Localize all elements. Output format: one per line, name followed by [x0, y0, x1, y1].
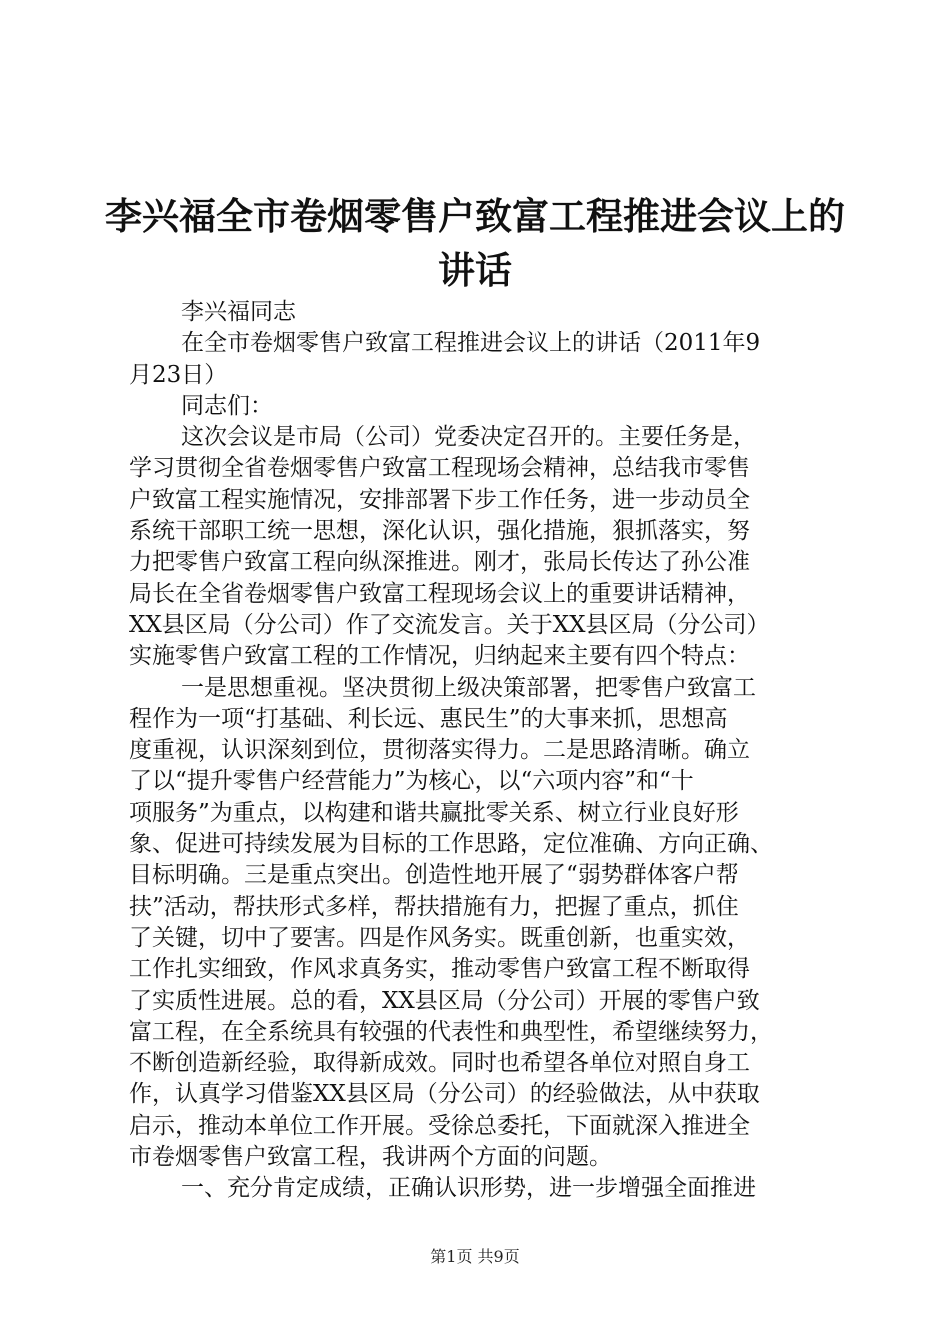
body-text-line: 度重视，认识深刻到位，贯彻落实得力。二是思路清晰。确立: [129, 737, 750, 764]
body-text-line: 力把零售户致富工程向纵深推进。刚才，张局长传达了孙公准: [129, 549, 750, 576]
body-text-line: 了实质性进展。总的看，XX县区局（分公司）开展的零售户致: [129, 987, 760, 1014]
body-text-line: 一、充分肯定成绩，正确认识形势，进一步增强全面推进: [181, 1175, 756, 1202]
body-text-line: 月23日）: [129, 361, 228, 388]
body-text-line: 目标明确。三是重点突出。创造性地开展了“弱势群体客户帮: [129, 862, 739, 889]
body-text-line: 学习贯彻全省卷烟零售户致富工程现场会精神，总结我市零售: [129, 455, 750, 482]
body-text-line: 李兴福同志: [181, 299, 296, 325]
body-text-line: 了关键，切中了要害。四是作风务实。既重创新，也重实效，: [129, 924, 750, 951]
document-title-line-1: 李兴福全市卷烟零售户致富工程推进会议上的: [105, 194, 845, 238]
body-text-line: 了以“提升零售户经营能力”为核心，以“六项内容”和“十: [129, 768, 694, 795]
body-text-line: 同志们：: [181, 392, 273, 419]
document-body: [129, 297, 829, 1205]
body-text-line: 象、促进可持续发展为目标的工作思路，定位准确、方向正确、: [129, 831, 773, 858]
body-text-line: 局长在全省卷烟零售户致富工程现场会议上的重要讲话精神，: [129, 580, 750, 607]
body-text-line: XX县区局（分公司）作了交流发言。关于XX县区局（分公司）: [129, 611, 770, 638]
document-title-line-2: 讲话: [438, 248, 512, 292]
body-text-line: 工作扎实细致，作风求真务实，推动零售户致富工程不断取得: [129, 956, 750, 983]
body-text-line: 不断创造新经验，取得新成效。同时也希望各单位对照自身工: [129, 1050, 750, 1077]
page-footer: 第1页 共9页: [430, 1247, 520, 1266]
body-text-line: 市卷烟零售户致富工程，我讲两个方面的问题。: [129, 1144, 612, 1171]
body-text-line: 启示，推动本单位工作开展。受徐总委托，下面就深入推进全: [129, 1112, 750, 1139]
body-text-line: 项服务”为重点，以构建和谐共赢批零关系、树立行业良好形: [129, 799, 739, 826]
body-text-line: 一是思想重视。坚决贯彻上级决策部署，把零售户致富工: [181, 674, 756, 701]
body-text-line: 户致富工程实施情况，安排部署下步工作任务，进一步动员全: [129, 486, 750, 513]
body-text-line: 系统干部职工统一思想，深化认识，强化措施，狠抓落实，努: [129, 518, 750, 545]
body-text-line: 富工程，在全系统具有较强的代表性和典型性，希望继续努力，: [129, 1018, 773, 1045]
body-text-line: 扶”活动，帮扶形式多样，帮扶措施有力，把握了重点，抓住: [129, 893, 739, 920]
body-text-line: 实施零售户致富工程的工作情况，归纳起来主要有四个特点：: [129, 643, 750, 670]
body-text-line: 程作为一项“打基础、利长远、惠民生”的大事来抓，思想高: [129, 705, 728, 732]
body-text-line: 作，认真学习借鉴XX县区局（分公司）的经验做法，从中获取: [129, 1081, 760, 1108]
body-text-line: 这次会议是市局（公司）党委决定召开的。主要任务是，: [181, 424, 756, 451]
body-text-line: 在全市卷烟零售户致富工程推进会议上的讲话（2011年9: [181, 330, 761, 357]
